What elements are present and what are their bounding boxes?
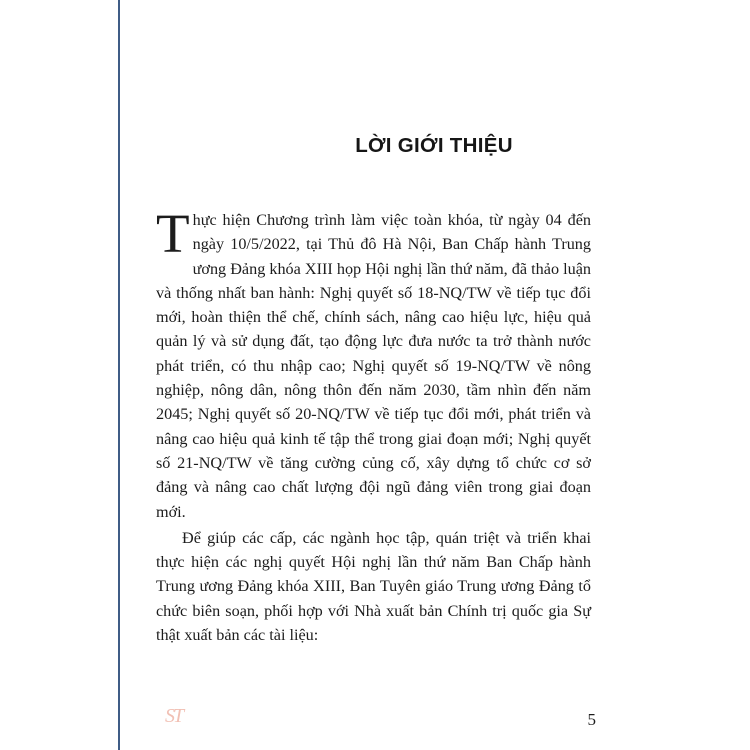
page-heading: LỜI GIỚI THIỆU [355, 134, 513, 157]
paragraph-2: Để giúp các cấp, các ngành học tập, quán triệt và triển khai thực hiện các nghị quyết Hội nghị lần thứ năm Ban Chấp hành Trung ương Đảng khóa XIII, Ban Tuyên giáo Trung ương Đảng tổ chức biên soạn, phối hợp với Nhà xuất bản Chính trị quốc gia Sự thật xuất bản các tài liệu: [156, 528, 591, 645]
paragraph-1 [156, 203, 591, 524]
page-number: 5 [587, 710, 596, 729]
body-text [156, 203, 591, 647]
binding-edge-line [118, 0, 120, 750]
drop-cap: T [156, 203, 190, 264]
paragraph-1-text: hực hiện Chương trình làm việc toàn khóa, từ ngày 04 đến ngày 10/5/2022, tại Thủ đô Hà Nội, Ban Chấp hành Trung ương Đảng khóa XIII họp Hội nghị lần thứ năm, đã thảo luận và thống nhất ban hành: Nghị quyết số 18-NQ/TW về tiếp tục đổi mới, hoàn thiện thể chế, chính sách, nâng cao hiệu lực, hiệu quả quản lý và sử dụng đất, tạo động lực đưa nước ta trở thành nước phát triển, có thu nhập cao; Nghị quyết số 19-NQ/TW về nông nghiệp, nông dân, nông thôn đến năm 2030, tầm nhìn đến năm 2045; Nghị quyết số 20-NQ/TW về tiếp tục đổi mới, phát triển và nâng cao hiệu quả kinh tế tập thể trong giai đoạn mới; Nghị quyết số 21-NQ/TW về tăng cường củng cố, xây dựng tổ chức cơ sở đảng và nâng cao chất lượng đội ngũ đảng viên trong giai đoạn mới. [156, 211, 591, 521]
publisher-logo-stamp: ST [165, 705, 183, 727]
